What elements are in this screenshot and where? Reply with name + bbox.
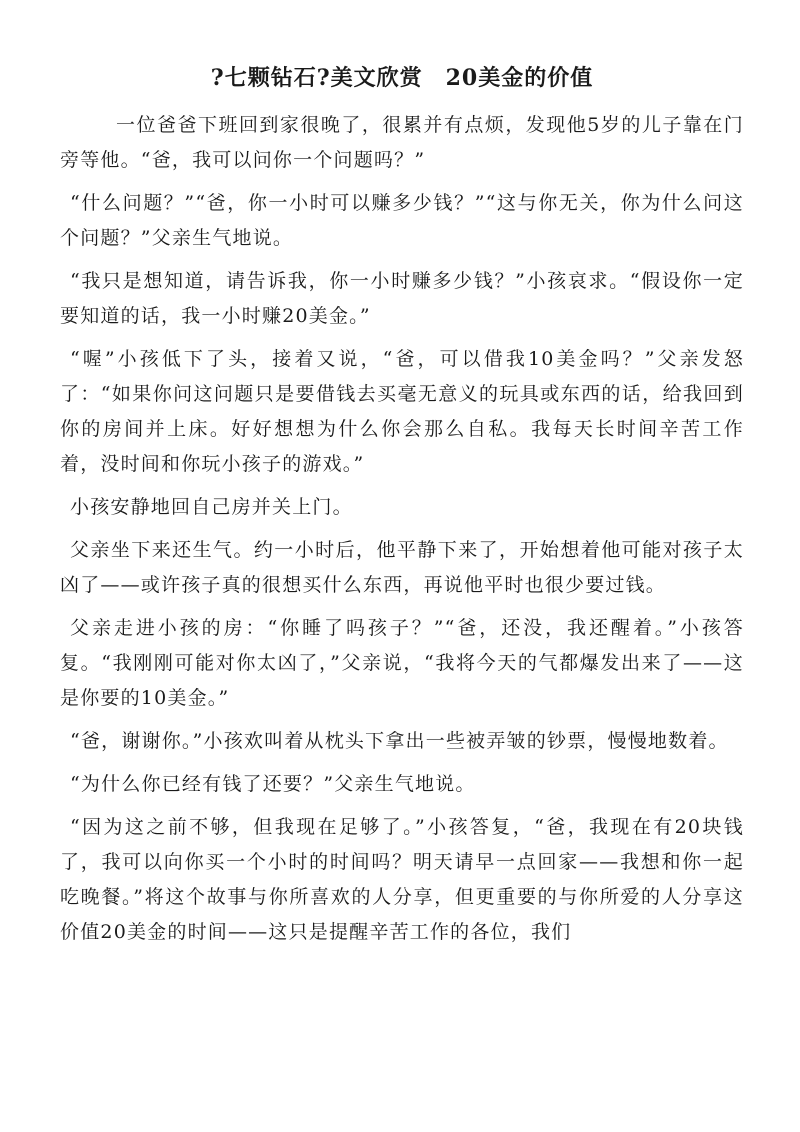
paragraph-2: “什么问题？”“爸，你一小时可以赚多少钱？”“这与你无关，你为什么问这个问题？”父亲生气地说。 (60, 192, 744, 249)
paragraph-9: “为什么你已经有钱了还要？”父亲生气地说。 (70, 773, 476, 795)
paragraph-7: 父亲走进小孩的房：“你睡了吗孩子？”“爸，还没，我还醒着。”小孩答复。“我刚刚可能对你太凶了，”父亲说，“我将今天的气都爆发出来了——这是你要的10美金。” (60, 617, 744, 709)
document-title: ?七颗钻石?美文欣赏 20美金的价值 (210, 65, 594, 91)
paragraph-10: “因为这之前不够，但我现在足够了。”小孩答复，“爸，我现在有20块钱了，我可以向你买一个小时的时间吗？明天请早一点回家——我想和你一起吃晚餐。”将这个故事与你所喜欢的人分享，但更重要的与你所爱的人分享这价值20美金的时间——这只是提醒辛苦工作的各位，我们 (60, 816, 744, 943)
paragraph-1: 一位爸爸下班回到家很晚了，很累并有点烦，发现他5岁的儿子靠在门旁等他。“爸，我可以问你一个问题吗？” (60, 114, 744, 171)
paragraph-8: “爸，谢谢你。”小孩欢叫着从枕头下拿出一些被弄皱的钞票，慢慢地数着。 (70, 730, 729, 752)
paragraph-5: 小孩安静地回自己房并关上门。 (70, 496, 353, 518)
paragraph-6: 父亲坐下来还生气。约一小时后，他平静下来了，开始想着他可能对孩子太凶了——或许孩子真的很想买什么东西，再说他平时也很少要过钱。 (60, 539, 744, 596)
paragraph-3: “我只是想知道，请告诉我，你一小时赚多少钱？”小孩哀求。“假设你一定要知道的话，我一小时赚20美金。” (60, 270, 744, 327)
paragraph-4: “喔”小孩低下了头，接着又说，“爸，可以借我10美金吗？”父亲发怒了：“如果你问这问题只是要借钱去买毫无意义的玩具或东西的话，给我回到你的房间并上床。好好想想为什么你会那么自私。我每天长时间辛苦工作着，没时间和你玩小孩子的游戏。” (60, 348, 744, 475)
